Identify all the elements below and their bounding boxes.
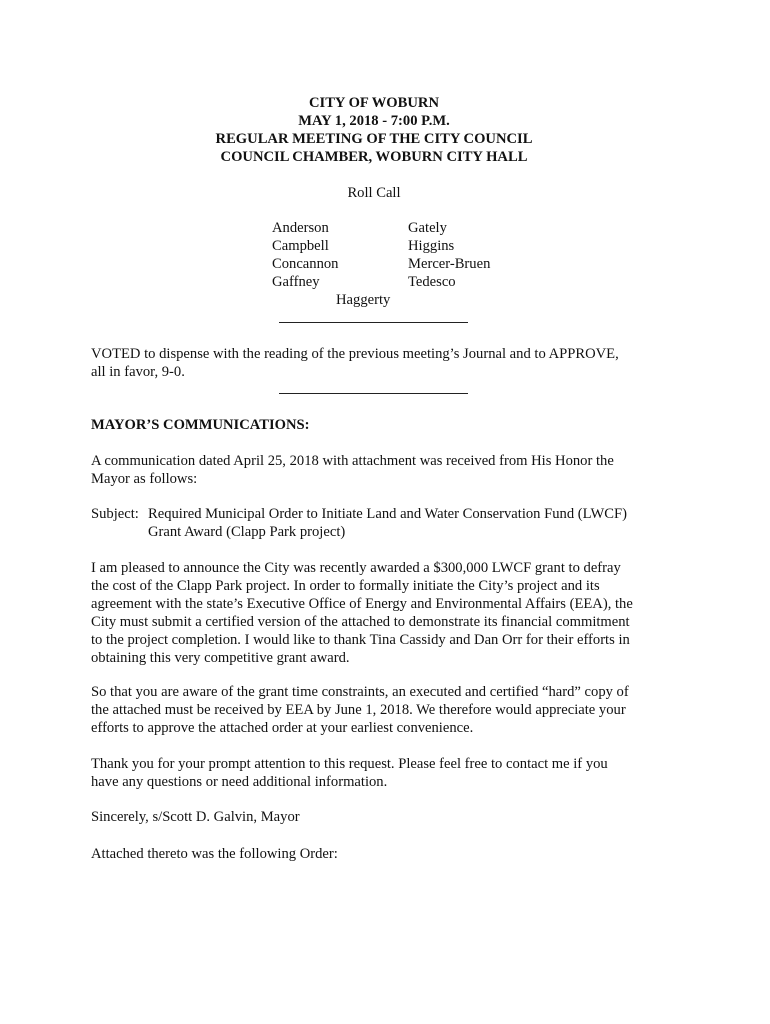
- header-location: COUNCIL CHAMBER, WOBURN CITY HALL: [220, 149, 528, 165]
- letter-paragraph-1: [91, 559, 671, 667]
- letter-line: agreement with the state’s Executive Office of Energy and Environmental Affairs (EEA), the: [91, 596, 633, 612]
- letter-line: to the project completion. I would like to thank Tina Cassidy and Dan Orr for their efforts in: [91, 632, 630, 648]
- councilor-name: Gately: [408, 220, 447, 236]
- letter-line: I am pleased to announce the City was recently awarded a $300,000 LWCF grant to defray: [91, 560, 621, 576]
- letter-line: City must submit a certified version of the attached to demonstrate its financial commitment: [91, 614, 630, 630]
- roll-call-title: Roll Call: [347, 185, 401, 201]
- header-city: CITY OF WOBURN: [308, 95, 439, 111]
- roll-call-right-column: [408, 219, 490, 291]
- letter-signoff: Sincerely, s/Scott D. Galvin, Mayor: [91, 809, 300, 825]
- letter-line: the attached must be received by EEA by June 1, 2018. We therefore would appreciate your: [91, 702, 626, 718]
- header-meeting: REGULAR MEETING OF THE CITY COUNCIL: [215, 131, 533, 147]
- attached-order-intro: Attached thereto was the following Order:: [91, 846, 338, 862]
- mayor-communications-heading: MAYOR’S COMMUNICATIONS:: [91, 417, 310, 433]
- roll-call-left-column: [272, 219, 338, 291]
- vote-paragraph: [91, 345, 671, 381]
- divider-line: [279, 393, 468, 394]
- subject-line: Required Municipal Order to Initiate Land and Water Conservation Fund (LWCF): [148, 506, 627, 522]
- subject-block: [91, 505, 671, 541]
- councilor-name: Gaffney: [272, 274, 320, 290]
- councilor-name: Campbell: [272, 238, 329, 254]
- document-header: [0, 94, 748, 166]
- letter-line: efforts to approve the attached order at your earliest convenience.: [91, 720, 474, 736]
- communication-line: A communication dated April 25, 2018 with attachment was received from His Honor the: [91, 453, 614, 469]
- letter-paragraph-2: [91, 683, 671, 737]
- divider-line: [279, 322, 468, 323]
- vote-line: VOTED to dispense with the reading of the previous meeting’s Journal and to APPROVE,: [91, 346, 619, 362]
- councilor-name: Tedesco: [408, 274, 456, 290]
- communication-line: Mayor as follows:: [91, 471, 198, 487]
- header-date: MAY 1, 2018 - 7:00 P.M.: [298, 113, 450, 129]
- letter-line: So that you are aware of the grant time constraints, an executed and certified “hard” copy of: [91, 684, 629, 700]
- councilor-name: Mercer-Bruen: [408, 256, 491, 272]
- vote-line: all in favor, 9-0.: [91, 364, 185, 380]
- councilor-name: Anderson: [272, 220, 329, 236]
- letter-line: the cost of the Clapp Park project. In order to formally initiate the City’s project and its: [91, 578, 600, 594]
- councilor-name: Higgins: [408, 238, 455, 254]
- letter-line: have any questions or need additional information.: [91, 774, 388, 790]
- councilor-name-center: Haggerty: [336, 292, 391, 308]
- communication-paragraph: [91, 452, 671, 488]
- subject-line: Grant Award (Clapp Park project): [148, 524, 346, 540]
- councilor-name: Concannon: [272, 256, 339, 272]
- letter-line: obtaining this very competitive grant award.: [91, 650, 350, 666]
- letter-line: Thank you for your prompt attention to this request. Please feel free to contact me if you: [91, 756, 608, 772]
- subject-label: Subject:: [91, 506, 139, 522]
- letter-paragraph-3: [91, 755, 671, 791]
